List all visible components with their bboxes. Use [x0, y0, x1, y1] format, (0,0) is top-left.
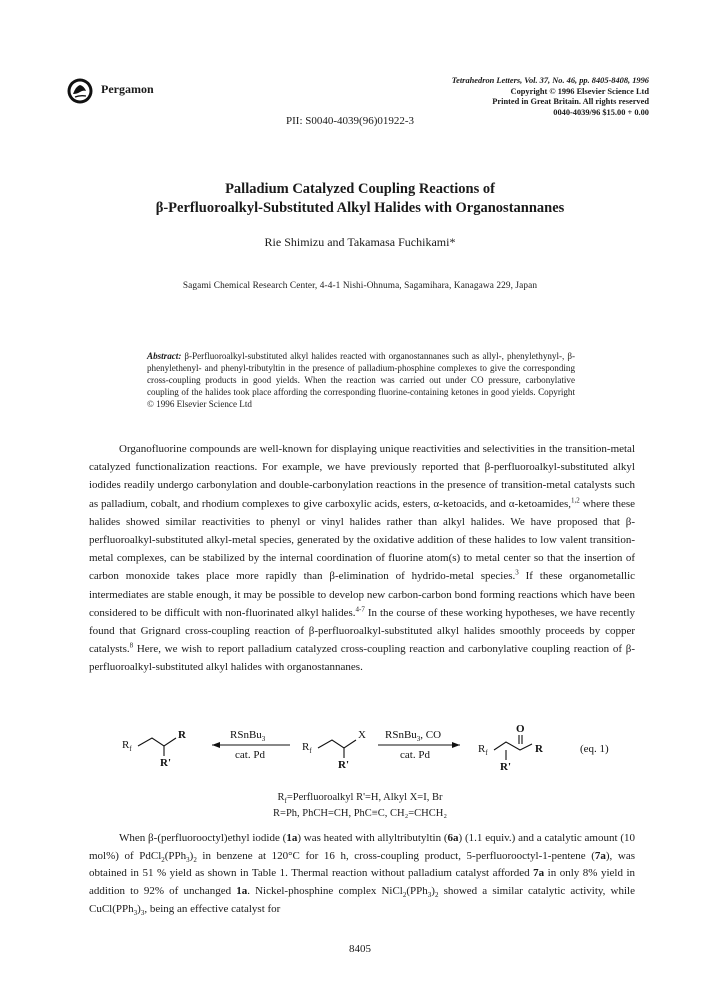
p1-text-d: In the course of these working hypotheses, we have recently found that Grignard cross-coupling reaction of β-perfluoroalkyl-substituted alkyl halides smoothly proceeds by copper catalysts.: [89, 606, 636, 656]
compound-1a-ref: 1a: [236, 885, 248, 898]
reagent-right-bottom: cat. Pd: [400, 749, 430, 761]
body-text: [89, 440, 635, 677]
title-line-2: β-Perfluoroalkyl-Substituted Alkyl Halides with Organostannanes: [155, 200, 565, 216]
paragraph-1: [89, 440, 635, 677]
scheme-def-line-1: $R_f=Perfluoroalkyl$ R'=H, Alkyl X=I, Br: [277, 792, 443, 806]
pii-identifier: PII: S0040-4039(96)01922-3: [286, 115, 415, 127]
product-structure-left: [122, 729, 187, 769]
r-label-right: R: [535, 743, 543, 755]
reagent-left-top: RSnBu$_3$: [230, 729, 266, 743]
compound-7a-ref: 7a: [533, 867, 545, 880]
ref-4-7: 4-7: [355, 605, 365, 614]
r-label-left: R: [178, 729, 186, 741]
abstract: [147, 350, 575, 410]
page-number: 8405: [349, 943, 371, 955]
oxygen-label: O: [516, 723, 525, 735]
body-text-2: [89, 830, 635, 919]
p1-text-a: Organofluorine compounds are well-known for displaying unique reactivities and selectivities in the transition-metal catalyzed functionalization reactions. For example, we have previously reported that β-perfluoroalkyl-substituted alkyl iodides readily undergo carbonylation and double-carbonylation reactions in the presence of transition-metal catalysts such as palladium, cobalt, and rhodium complexes to give carboxylic acids, esters, α-ketoacids, and α-ketoamides,: [89, 443, 635, 510]
abstract-text: β-Perfluoroalkyl-substituted alkyl halides reacted with organostannanes such as allyl-, phenylethynyl-, β-phenylethenyl- and phenyl-tributyltin in the presence of palladium-phosphine complexes to give the corresponding cross-coupling products in good yields. When the reaction was carried out under CO pressure, carbonylative coupling of the halides took place affording the corresponding fluorine-containing ketones in good yields. Copyright © 1996 Elsevier Science Ltd: [147, 351, 576, 410]
product-structure-right: [478, 723, 609, 773]
authors: Rie Shimizu and Takamasa Fuchikami*: [264, 235, 456, 249]
ref-3: 3: [515, 568, 519, 577]
rf-label-left: $R_f$: [122, 739, 132, 753]
scheme-definitions: [0, 790, 720, 822]
arrow-right: [378, 729, 460, 761]
reagent-right-top: RSnBu$_3$, CO: [385, 729, 442, 743]
journal-citation: Tetrahedron Letters, Vol. 37, No. 46, pp. 8405-8408, 1996: [451, 76, 649, 85]
affiliation: Sagami Chemical Research Center, 4-4-1 Nishi-Ohnuma, Sagamihara, Kanagawa 229, Japan: [182, 281, 538, 291]
rf-label-center: $R_f$: [302, 741, 312, 755]
compound-7a: 7a: [594, 849, 606, 862]
equation-number: (eq. 1): [580, 743, 609, 755]
compound-1a: 1a: [286, 832, 298, 844]
rf-label-right: $R_f$: [478, 743, 488, 757]
publisher-name: Pergamon: [101, 82, 154, 96]
ref-8: 8: [129, 641, 134, 650]
scheme-def-line-2: R=Ph, PhCH=CH, PhC≡C, CH₂=CHCH₂: [273, 808, 447, 819]
x-label: X: [358, 729, 366, 741]
paragraph-2: When β-(perfluorooctyl)ethyl iodide (1a) was heated with allyltributyltin (6a) (1.1 equiv.) and a catalytic amount (10 mol%) of $PdCl_2(PPh_3)_2$ in benzene at 120°C for 16 h, cross-coupling product, 5-perfluorooctyl-1-pentene (7a), was obtained in 51 % yield as shown in Table 1. Thermal reaction without palladium catalyst afforded 7a in only 8% yield in addition to 92% of unchanged 1a. Nickel-phosphine complex $NiCl_2(PPh_3)_2$ showed a similar catalytic activity, while $CuCl(PPh_3)_3$, being an effective catalyst for: [89, 832, 636, 917]
printed-line: Printed in Great Britain. All rights reserved: [492, 97, 649, 107]
ref-1-2: 1,2: [571, 495, 580, 504]
abstract-label: Abstract:: [147, 351, 182, 361]
p1-text-e: Here, we wish to report palladium catalyzed cross-coupling reaction and carbonylative coupling reaction of β-perfluoroalkyl-substituted alkyl halides with organostannanes.: [89, 643, 635, 674]
rprime-label-center: R': [338, 759, 349, 771]
reagent-left-bottom: cat. Pd: [235, 749, 265, 761]
compound-6a: 6a: [447, 832, 459, 844]
journal-info: [452, 76, 649, 118]
p1-text-c: If these organometallic intermediates are stable enough, it may be possible to develop new carbon-carbon bond forming reactions which have been considered to be difficult with non-fluorinated alkyl halides.: [89, 570, 636, 619]
arrow-left: [212, 729, 290, 761]
rprime-label-right: R': [500, 761, 511, 773]
substrate-structure: [302, 729, 366, 771]
p1-text-b: where these halides showed similar reactivities to phenyl or vinyl halides rather than alkyl halides. We have proposed that β-perfluoroalkyl-substituted alkyl-metal species, generated by the oxidative addition of these halides to low valent transition-metal complexes, can be stabilized by the internal coordination of fluorine atom(s) to metal center so that the insertion of carbon monoxide takes place more rapidly than β-elimination of hydrido-metal species.: [89, 497, 635, 583]
paper-title: [0, 180, 720, 218]
copyright-line: Copyright © 1996 Elsevier Science Ltd: [510, 86, 649, 96]
rprime-label-left: R': [160, 757, 171, 769]
pergamon-logo: [67, 78, 93, 104]
price-line: 0040-4039/96 $15.00 + 0.00: [553, 107, 649, 117]
title-line-1: Palladium Catalyzed Coupling Reactions of: [225, 181, 495, 197]
